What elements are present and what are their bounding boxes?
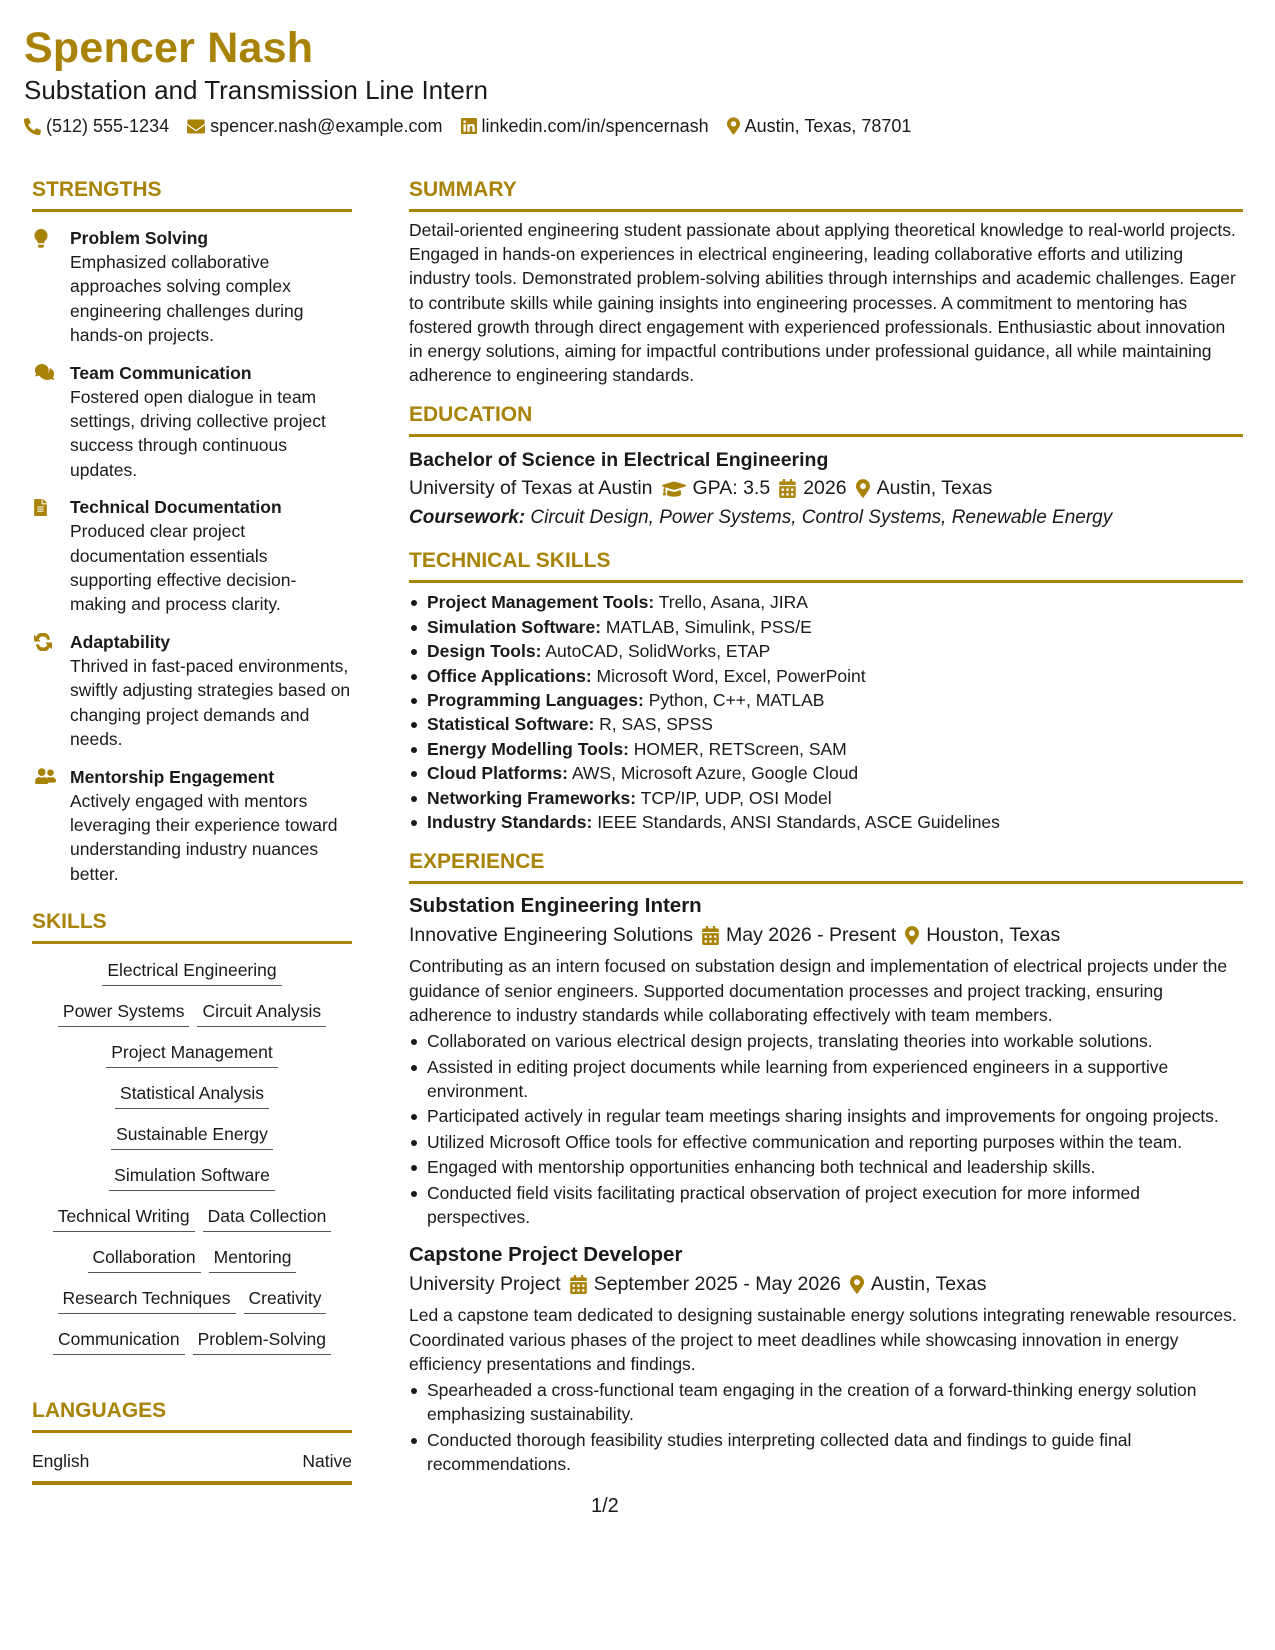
list-item: [409, 615, 1243, 639]
skill-tag: Simulation Software: [109, 1163, 275, 1191]
strength-item: [32, 630, 352, 752]
phone-text: (512) 555-1234: [46, 116, 170, 136]
list-item: [409, 590, 1243, 614]
skill-label: Simulation Software:: [427, 616, 602, 637]
education-heading: EDUCATION: [409, 401, 1243, 437]
job-description: Led a capstone team dedicated to designing sustainable energy solutions integrating renewable resources. Coordinated various phases of the project to meet deadlines while showcasing innovation in energy efficiency presentations and findings.: [409, 1305, 1237, 1374]
location-text: Austin, Texas, 78701: [744, 116, 912, 136]
list-item: Engaged with mentorship opportunities enhancing both technical and leadership skills.: [409, 1155, 1243, 1179]
candidate-role: Substation and Transmission Line Intern: [24, 75, 488, 105]
strength-desc: Fostered open dialogue in team settings, driving collective project success through continuous updates.: [70, 386, 326, 480]
file-icon: [34, 499, 47, 516]
strength-desc: Produced clear project documentation essentials supporting effective decision-making and process clarity.: [70, 521, 297, 615]
skill-value: AutoCAD, SolidWorks, ETAP: [545, 641, 771, 662]
list-item: Participated actively in regular team meetings sharing insights and improvements for ongoing projects.: [409, 1104, 1243, 1128]
company-name: Innovative Engineering Solutions: [409, 924, 694, 947]
strength-title: Team Communication: [70, 362, 252, 383]
map-marker-icon: [856, 479, 870, 498]
list-item: [409, 786, 1243, 810]
summary-text: Detail-oriented engineering student passionate about applying theoretical knowledge to real-world projects. Engaged in hands-on experiences in electrical engineering, leading collaborative efforts and utilizing industry tools. Demonstrated problem-solving abilities through internships and academic challenges. Eager to contribute skills while gaining insights into engineering processes. A commitment to mentoring has fostered growth through direct engagement with experienced professionals. Enthusiastic about innovation in energy solutions, aiming for impactful contributions under professional guidance, all while maintaining adherence to engineering standards.: [409, 220, 1236, 386]
job-title: Capstone Project Developer: [409, 1243, 683, 1267]
job-dates: September 2025 - May 2026: [593, 1273, 841, 1296]
strengths-list: [32, 226, 352, 886]
list-item: [409, 664, 1243, 688]
list-item: [409, 639, 1243, 663]
skill-label: Design Tools:: [427, 641, 542, 662]
left-column: [32, 176, 352, 1485]
school-name: University of Texas at Austin: [409, 477, 653, 500]
right-column: [409, 176, 1243, 1477]
list-item: Utilized Microsoft Office tools for effective communication and reporting purposes within the team.: [409, 1130, 1243, 1154]
skill-label: Statistical Software:: [427, 714, 595, 735]
contact-location: [727, 114, 912, 138]
email-text: spencer.nash@example.com: [210, 116, 443, 136]
comments-icon: [34, 364, 55, 381]
skill-tag: Communication: [53, 1327, 185, 1355]
job-description: Contributing as an intern focused on substation design and implementation of electrical projects under the guidance of senior engineers. Supported documentation processes and project tracking, ensuring adherence to industry standards while collaborating effectively with team members.: [409, 956, 1228, 1025]
skill-value: TCP/IP, UDP, OSI Model: [640, 787, 832, 808]
skill-tag: Circuit Analysis: [197, 999, 326, 1027]
strength-item: [32, 495, 352, 617]
job-title: Substation Engineering Intern: [409, 894, 702, 918]
skill-label: Office Applications:: [427, 665, 592, 686]
strengths-heading: STRENGTHS: [32, 176, 352, 212]
experience-heading: EXPERIENCE: [409, 848, 1243, 884]
skill-tag: Data Collection: [203, 1204, 332, 1232]
skill-value: HOMER, RETScreen, SAM: [633, 738, 847, 759]
skill-value: Trello, Asana, JIRA: [658, 592, 808, 613]
strength-title: Adaptability: [70, 631, 171, 652]
job-meta: [409, 1269, 1243, 1299]
linkedin-text: linkedin.com/in/spencernash: [481, 116, 709, 136]
skill-value: Microsoft Word, Excel, PowerPoint: [596, 665, 866, 686]
job-entry: [409, 892, 1243, 1229]
coursework-label: Coursework:: [409, 507, 526, 529]
skill-value: R, SAS, SPSS: [599, 714, 713, 735]
job-bullets: [409, 1378, 1243, 1477]
strength-title: Mentorship Engagement: [70, 766, 275, 787]
strength-item: [32, 361, 352, 483]
skill-label: Industry Standards:: [427, 812, 593, 833]
candidate-name: Spencer Nash: [24, 24, 314, 72]
strength-title: Problem Solving: [70, 228, 209, 248]
education-location: Austin, Texas: [876, 477, 993, 500]
job-meta: [409, 920, 1243, 950]
graduation-cap-icon: [662, 480, 686, 497]
contact-phone[interactable]: [24, 114, 169, 138]
list-item: [409, 761, 1243, 785]
summary-heading: SUMMARY: [409, 176, 1243, 212]
language-item: [32, 1449, 352, 1485]
degree-title: Bachelor of Science in Electrical Engineering: [409, 449, 829, 472]
skill-tag: Electrical Engineering: [102, 958, 281, 986]
strength-desc: Emphasized collaborative approaches solving complex engineering challenges during hands-on projects.: [70, 252, 304, 346]
skill-tag: Problem-Solving: [193, 1327, 331, 1355]
skill-value: AWS, Microsoft Azure, Google Cloud: [571, 763, 859, 784]
calendar-icon: [570, 1275, 587, 1294]
strength-item: [32, 226, 352, 348]
skill-label: Programming Languages:: [427, 690, 644, 711]
skill-tag: Project Management: [106, 1040, 277, 1068]
map-marker-icon: [850, 1275, 864, 1294]
gpa-value: GPA: 3.5: [692, 477, 771, 500]
list-item: Assisted in editing project documents while learning from experienced engineers in a supportive environment.: [409, 1055, 1243, 1104]
skill-label: Energy Modelling Tools:: [427, 738, 629, 759]
strength-desc: Thrived in fast-paced environments, swiftly adjusting strategies based on changing project demands and needs.: [70, 655, 351, 750]
sync-icon: [34, 633, 52, 651]
skill-value: IEEE Standards, ANSI Standards, ASCE Guidelines: [597, 812, 1000, 833]
job-location: Austin, Texas: [870, 1273, 987, 1296]
envelope-icon: [187, 119, 205, 134]
strength-title: Technical Documentation: [70, 497, 282, 518]
calendar-icon: [702, 926, 719, 945]
job-dates: May 2026 - Present: [726, 924, 897, 947]
page-number: 1/2: [591, 1495, 619, 1517]
linkedin-icon: [461, 118, 477, 134]
contact-email[interactable]: [187, 114, 442, 138]
skill-tag: Sustainable Energy: [111, 1122, 273, 1150]
languages-heading: LANGUAGES: [32, 1397, 352, 1433]
skill-tag: Research Techniques: [58, 1286, 236, 1314]
job-bullets: [409, 1029, 1243, 1229]
contact-linkedin[interactable]: [461, 114, 709, 138]
skill-tag: Technical Writing: [53, 1204, 195, 1232]
skill-tag: Creativity: [244, 1286, 327, 1314]
job-entry: [409, 1241, 1243, 1476]
language-level: Native: [302, 1451, 352, 1472]
list-item: [409, 688, 1243, 712]
skill-label: Networking Frameworks:: [427, 787, 637, 808]
skill-label: Cloud Platforms:: [427, 763, 568, 784]
list-item: Conducted thorough feasibility studies interpreting collected data and findings to guide final recommendations.: [409, 1428, 1243, 1477]
skill-tag: Power Systems: [58, 999, 190, 1027]
lightbulb-icon: [34, 229, 48, 248]
list-item: Collaborated on various electrical design projects, translating theories into workable solutions.: [409, 1029, 1243, 1053]
strength-item: [32, 765, 352, 887]
education-meta: [409, 473, 1243, 503]
skill-value: Python, C++, MATLAB: [648, 690, 825, 711]
graduation-year: 2026: [803, 477, 847, 500]
contact-bar: [24, 114, 1254, 138]
skill-tag: Mentoring: [209, 1245, 297, 1273]
list-item: [409, 810, 1243, 834]
skill-tag: Statistical Analysis: [115, 1081, 269, 1109]
skill-tag: Collaboration: [88, 1245, 201, 1273]
skill-value: MATLAB, Simulink, PSS/E: [605, 616, 812, 637]
skills-list: [32, 952, 352, 1355]
job-location: Houston, Texas: [926, 924, 1061, 947]
skill-label: Project Management Tools:: [427, 592, 655, 613]
company-name: University Project: [409, 1273, 561, 1296]
technical-skills-heading: TECHNICAL SKILLS: [409, 547, 1243, 583]
list-item: [409, 737, 1243, 761]
users-icon: [34, 768, 56, 784]
language-name: English: [32, 1451, 90, 1472]
map-marker-icon: [905, 926, 919, 945]
coursework-line: [409, 503, 1243, 533]
phone-icon: [24, 118, 41, 135]
list-item: [409, 712, 1243, 736]
technical-skills-list: [409, 590, 1243, 834]
resume-header: [24, 22, 1254, 138]
list-item: Spearheaded a cross-functional team engaging in the creation of a forward-thinking energy solution emphasizing sustainability.: [409, 1378, 1243, 1427]
list-item: Conducted field visits facilitating practical observation of project execution for more informed perspectives.: [409, 1181, 1243, 1230]
calendar-icon: [779, 479, 796, 498]
strength-desc: Actively engaged with mentors leveraging their experience toward understanding industry nuances better.: [70, 790, 338, 884]
map-marker-icon: [727, 117, 740, 135]
coursework-text: Circuit Design, Power Systems, Control Systems, Renewable Energy: [530, 507, 1113, 529]
skills-heading: SKILLS: [32, 908, 352, 944]
